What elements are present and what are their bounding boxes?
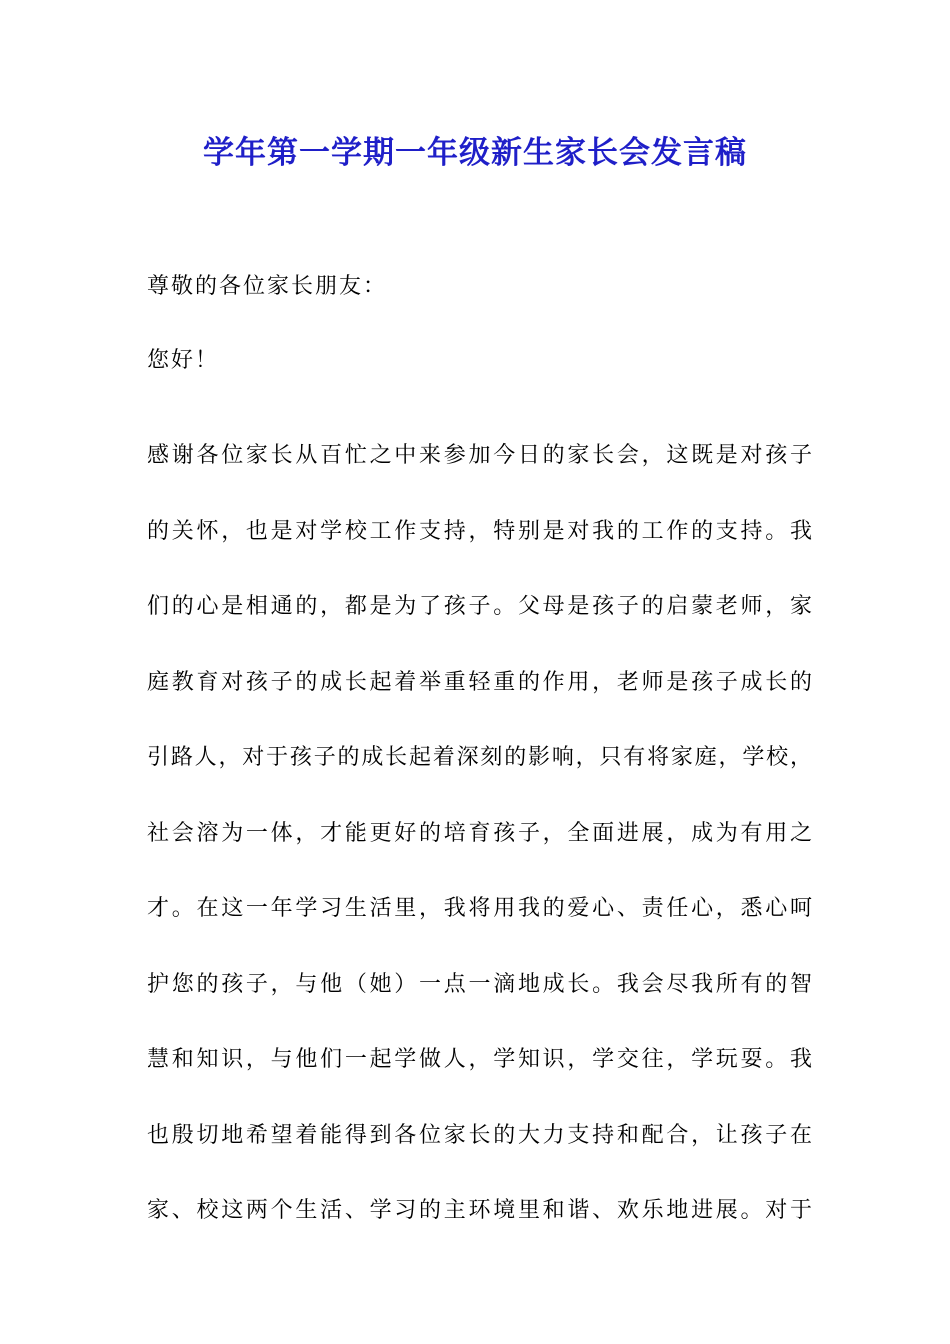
paragraph-line: 家、校这两个生活、学习的主环境里和谐、欢乐地进展。对于 xyxy=(147,1198,812,1223)
paragraph-line: 感谢各位家长从百忙之中来参加今日的家长会，这既是对孩子 xyxy=(147,443,812,468)
paragraph-line: 庭教育对孩子的成长起着举重轻重的作用，老师是孩子成长的 xyxy=(147,669,812,695)
paragraph-line: 的关怀，也是对学校工作支持，特别是对我的工作的支持。我 xyxy=(147,518,812,544)
salutation: 尊敬的各位家长朋友： xyxy=(147,274,388,299)
body-paragraph xyxy=(147,418,812,1249)
paragraph-line: 护您的孩子，与他（她）一点一滴地成长。我会尽我所有的智 xyxy=(147,971,812,997)
paragraph-line: 们的心是相通的，都是为了孩子。父母是孩子的启蒙老师，家 xyxy=(147,594,812,619)
paragraph-line: 也殷切地希望着能得到各位家长的大力支持和配合，让孩子在 xyxy=(147,1122,812,1148)
paragraph-line: 社会溶为一体，才能更好的培育孩子，全面进展，成为有用之 xyxy=(147,820,812,846)
document-title: 学年第一学期一年级新生家长会发言稿 xyxy=(203,135,747,171)
paragraph-line: 慧和知识，与他们一起学做人，学知识，学交往，学玩耍。我 xyxy=(147,1047,812,1072)
paragraph-line: 引路人，对于孩子的成长起着深刻的影响，只有将家庭，学校， xyxy=(147,745,812,770)
paragraph-line: 才。在这一年学习生活里，我将用我的爱心、责任心，悉心呵 xyxy=(147,896,812,921)
greeting: 您好！ xyxy=(147,348,220,373)
